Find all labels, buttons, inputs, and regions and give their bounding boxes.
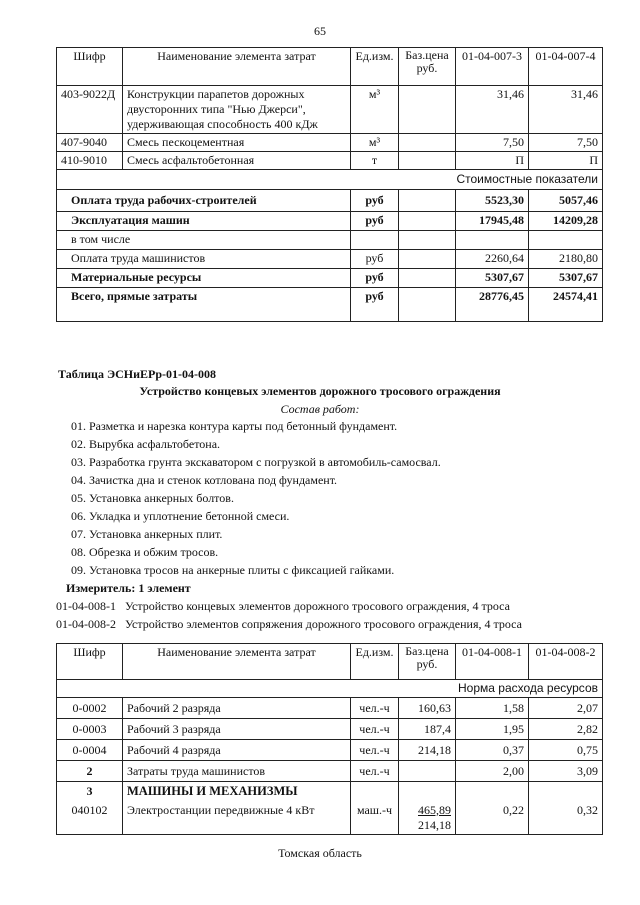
meter-label: Измеритель: 1 элемент (66, 581, 191, 595)
header-col2: 01-04-007-4 (529, 48, 603, 86)
row-price: 214,18 (399, 740, 456, 761)
price-bottom: 214,18 (418, 817, 451, 832)
table-row (57, 802, 603, 835)
row-code: 0-0002 (57, 698, 123, 719)
row-value-1: 1,58 (456, 698, 529, 719)
summary-row (57, 190, 603, 212)
summary-name: Оплата труда машинистов (57, 250, 351, 269)
page-number: 65 (314, 24, 326, 38)
row-unit: маш.-ч (351, 802, 399, 835)
summary-value-2 (529, 231, 603, 250)
row-value-1: 1,95 (456, 719, 529, 740)
row-unit: чел.-ч (351, 740, 399, 761)
group-name: МАШИНЫ И МЕХАНИЗМЫ (123, 782, 351, 802)
table-header-row (57, 644, 603, 680)
row-value-1: 31,46 (456, 86, 529, 134)
header-col2: 01-04-008-2 (529, 644, 603, 680)
table-row (57, 698, 603, 719)
summary-value-1: 17945,48 (456, 212, 529, 231)
list-item: 06. Укладка и уплотнение бетонной смеси. (71, 509, 290, 523)
row-value-2: 2,07 (529, 698, 603, 719)
row-unit: м³ (351, 86, 399, 134)
summary-name: Материальные ресурсы (57, 269, 351, 288)
resource-table-bottom (56, 643, 603, 835)
summary-price (399, 250, 456, 269)
summary-row (57, 269, 603, 288)
row-price: 187,4 (399, 719, 456, 740)
table-row (57, 719, 603, 740)
row-name: Рабочий 2 разряда (123, 698, 351, 719)
summary-value-2: 5307,67 (529, 269, 603, 288)
table-header-row (57, 48, 603, 86)
summary-value-2: 14209,28 (529, 212, 603, 231)
row-unit: т (351, 152, 399, 170)
summary-unit (351, 231, 399, 250)
row-unit: м³ (351, 134, 399, 152)
group-value-1 (456, 782, 529, 802)
page-footer: Томская область (278, 846, 362, 860)
header-price: Баз.цена руб. (399, 644, 456, 680)
summary-name: Оплата труда рабочих-строителей (57, 190, 351, 212)
row-value-2: 3,09 (529, 761, 603, 782)
row-price (399, 134, 456, 152)
header-unit: Ед.изм. (351, 644, 399, 680)
section-label: Норма расхода ресурсов (57, 680, 603, 698)
summary-price (399, 212, 456, 231)
table-row (57, 152, 603, 170)
table-row (57, 86, 603, 134)
row-value-1: 0,22 (456, 802, 529, 835)
row-value-1: 0,37 (456, 740, 529, 761)
row-value-2: 0,75 (529, 740, 603, 761)
norm-item: 01-04-008-2 Устройство элементов сопряжения дорожного тросового ограждения, 4 троса (56, 617, 522, 631)
row-code: 407-9040 (57, 134, 123, 152)
list-item: 08. Обрезка и обжим тросов. (71, 545, 219, 559)
row-value-1: 2,00 (456, 761, 529, 782)
works-title: Состав работ: (280, 402, 360, 416)
row-unit: чел.-ч (351, 761, 399, 782)
row-unit: чел.-ч (351, 698, 399, 719)
header-code: Шифр (57, 644, 123, 680)
row-code: 2 (57, 761, 123, 782)
summary-value-2: 5057,46 (529, 190, 603, 212)
summary-price (399, 190, 456, 212)
row-value-1: П (456, 152, 529, 170)
row-price: 160,63 (399, 698, 456, 719)
group-row (57, 782, 603, 802)
row-code: 0-0004 (57, 740, 123, 761)
group-value-2 (529, 782, 603, 802)
summary-price (399, 288, 456, 322)
row-code: 0-0003 (57, 719, 123, 740)
summary-unit: руб (351, 250, 399, 269)
header-col1: 01-04-007-3 (456, 48, 529, 86)
list-item: 09. Установка тросов на анкерные плиты с фиксацией гайками. (71, 563, 395, 577)
norm-item: 01-04-008-1 Устройство концевых элементов дорожного тросового ограждения, 4 троса (56, 599, 510, 613)
summary-row (57, 231, 603, 250)
list-item: 07. Установка анкерных плит. (71, 527, 223, 541)
section-subtitle: Устройство концевых элементов дорожного тросового ограждения (139, 384, 501, 398)
header-code: Шифр (57, 48, 123, 86)
row-value-2: П (529, 152, 603, 170)
row-unit: чел.-ч (351, 719, 399, 740)
row-value-2: 2,82 (529, 719, 603, 740)
row-price (399, 761, 456, 782)
row-code: 410-9010 (57, 152, 123, 170)
summary-unit: руб (351, 288, 399, 322)
header-price: Баз.цена руб. (399, 48, 456, 86)
summary-value-2: 2180,80 (529, 250, 603, 269)
summary-row (57, 250, 603, 269)
summary-unit: руб (351, 212, 399, 231)
summary-name: Эксплуатация машин (57, 212, 351, 231)
table-row (57, 740, 603, 761)
summary-price (399, 231, 456, 250)
summary-row (57, 288, 603, 322)
group-code: 3 (57, 782, 123, 802)
row-name: Рабочий 4 разряда (123, 740, 351, 761)
section-label-row (57, 170, 603, 190)
row-name: Смесь асфальтобетонная (123, 152, 351, 170)
row-price (399, 86, 456, 134)
table-title: Таблица ЭСНиЕРр-01-04-008 (58, 367, 217, 381)
summary-value-2: 24574,41 (529, 288, 603, 322)
section-label: Стоимостные показатели (57, 170, 603, 190)
row-name: Рабочий 3 разряда (123, 719, 351, 740)
row-price (399, 802, 456, 835)
summary-name: в том числе (57, 231, 351, 250)
summary-unit: руб (351, 190, 399, 212)
summary-row (57, 212, 603, 231)
group-price (399, 782, 456, 802)
row-value-1: 7,50 (456, 134, 529, 152)
table-row (57, 134, 603, 152)
row-code: 403-9022Д (57, 86, 123, 134)
summary-price (399, 269, 456, 288)
summary-value-1: 5523,30 (456, 190, 529, 212)
row-value-2: 31,46 (529, 86, 603, 134)
summary-value-1: 5307,67 (456, 269, 529, 288)
row-value-2: 7,50 (529, 134, 603, 152)
summary-name: Всего, прямые затраты (57, 288, 351, 322)
row-price (399, 152, 456, 170)
list-item: 04. Зачистка дна и стенок котлована под фундамент. (71, 473, 338, 487)
price-top: 465,89 (418, 802, 451, 817)
list-item: 03. Разработка грунта экскаватором с погрузкой в автомобиль-самосвал. (71, 455, 441, 469)
row-name: Электростанции передвижные 4 кВт (123, 802, 351, 835)
header-col1: 01-04-008-1 (456, 644, 529, 680)
row-name: Затраты труда машинистов (123, 761, 351, 782)
header-name: Наименование элемента затрат (123, 48, 351, 86)
resource-table-top (56, 47, 603, 322)
row-name: Конструкции парапетов дорожных двусторонних типа "Нью Джерси", удерживающая способность 400 кДж (123, 86, 351, 134)
summary-unit: руб (351, 269, 399, 288)
header-name: Наименование элемента затрат (123, 644, 351, 680)
header-unit: Ед.изм. (351, 48, 399, 86)
section-label-row (57, 680, 603, 698)
table-row (57, 761, 603, 782)
list-item: 02. Вырубка асфальтобетона. (71, 437, 221, 451)
row-name: Смесь пескоцементная (123, 134, 351, 152)
summary-value-1 (456, 231, 529, 250)
group-unit (351, 782, 399, 802)
summary-value-1: 2260,64 (456, 250, 529, 269)
row-code: 040102 (57, 802, 123, 835)
list-item: 01. Разметка и нарезка контура карты под бетонный фундамент. (71, 419, 398, 433)
list-item: 05. Установка анкерных болтов. (71, 491, 234, 505)
row-value-2: 0,32 (529, 802, 603, 835)
summary-value-1: 28776,45 (456, 288, 529, 322)
